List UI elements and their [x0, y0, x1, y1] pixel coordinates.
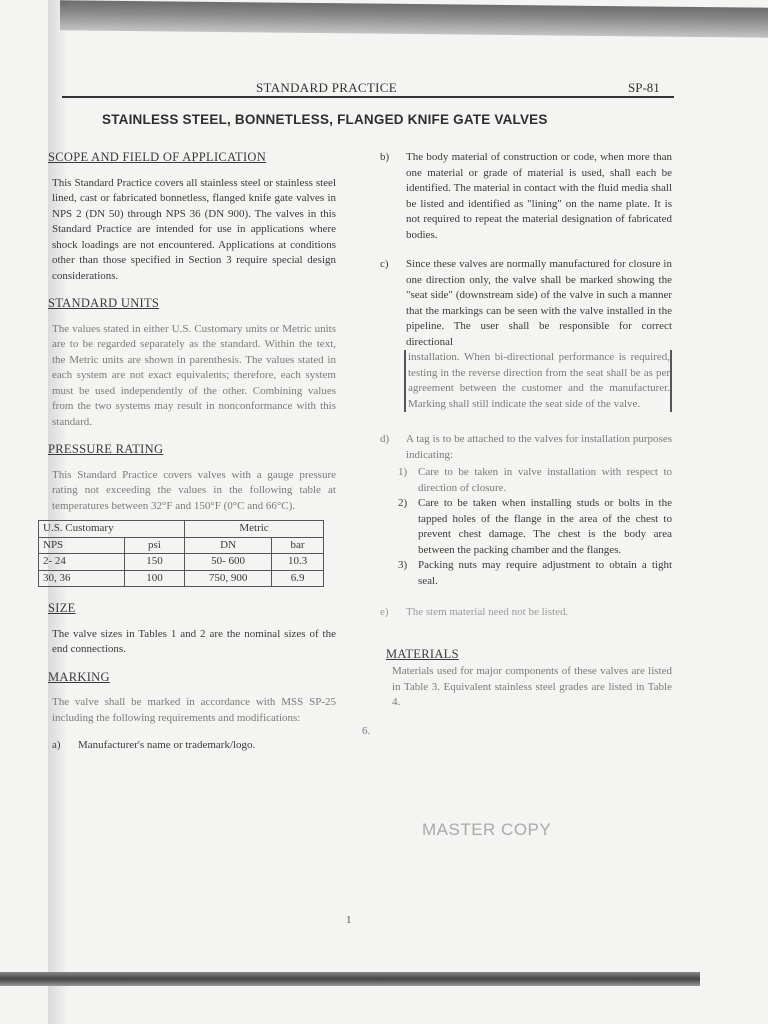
item-text: The stem material need not be listed.	[406, 606, 569, 618]
tag-item-3	[398, 558, 672, 589]
table-row	[39, 570, 324, 587]
sub-text: Care to be taken when installing studs or bolts in the tapped holes of the flange in the area of the chest to prevent chest damage. The chest is the body area between the packing chamber and the flanges.	[418, 497, 672, 556]
item-key: a)	[52, 739, 61, 751]
table-header: psi	[124, 537, 184, 554]
marking-item-c	[380, 257, 672, 412]
sub-text: Care to be taken in valve installation with respect to direction of closure.	[418, 466, 672, 494]
table-group-row	[39, 521, 324, 538]
table-cell: 150	[124, 554, 184, 571]
scope-text: This Standard Practice covers all stainless steel or stainless steel lined, cast or fabricated bonnetless, flanged knife gate valves in NPS 2 (DN 50) through NPS 36 (DN 900). The valves in this Standard Practice are intended for use in applications where shock loadings are not encountered. Applications at conditions other than those specified in Section 3 require special design considerations.	[52, 176, 336, 282]
table-header: NPS	[39, 537, 125, 554]
marking-item-b	[380, 150, 672, 243]
table-header: bar	[272, 537, 324, 554]
table-cell: 6.9	[272, 570, 324, 587]
units-text: The values stated in either U.S. Customary units or Metric units are to be regarded separately as the standard. Within the text, the Metric units are shown in parenthesis. The values stated in each system are not exact equivalents; therefore, each system must be used independently of the other. Combining values from the two systems may result in nonconformance with this standard.	[52, 322, 336, 428]
item-key: d)	[380, 433, 390, 445]
page-number: 1	[346, 914, 352, 926]
table-row	[39, 554, 324, 571]
tag-item-2	[398, 496, 672, 558]
item-text: Manufacturer's name or trademark/logo.	[78, 739, 256, 751]
item-key: b)	[380, 151, 390, 163]
marking-text: The valve shall be marked in accordance with MSS SP-25 including the following requirements and modifications:	[52, 696, 336, 724]
marking-item-e	[380, 605, 672, 621]
master-copy-stamp: MASTER COPY	[422, 820, 552, 839]
marking-item-a	[52, 738, 336, 754]
pressure-heading: PRESSURE RATING	[48, 442, 164, 456]
table-header-row	[39, 537, 324, 554]
table-cell: 10.3	[272, 554, 324, 571]
pressure-table	[38, 520, 324, 587]
table-cell: 750, 900	[185, 570, 272, 587]
sub-key: 2)	[398, 497, 408, 509]
table-cell: 100	[124, 570, 184, 587]
scope-heading: SCOPE AND FIELD OF APPLICATION	[48, 150, 267, 164]
item-text: The body material of construction or code, when more than one material or grade of material is used, shall each be identified. The material in contact with the fluid media shall be listed and identified as "lining" on the name plate. It is not required to repeat the material designation of fabricated bodies.	[406, 151, 672, 241]
header-code: SP-81	[628, 80, 660, 95]
header-rule	[62, 96, 674, 98]
table-cell: 30, 36	[39, 570, 125, 587]
document-title: STAINLESS STEEL, BONNETLESS, FLANGED KNIFE GATE VALVES	[102, 112, 548, 127]
table-cell: 50- 600	[185, 554, 272, 571]
sub-text: Packing nuts may require adjustment to obtain a tight seal.	[418, 559, 672, 587]
materials-heading: MATERIALS	[386, 646, 459, 661]
item-key: e)	[380, 606, 389, 618]
sub-key: 3)	[398, 559, 408, 571]
right-column	[380, 150, 672, 723]
table-header: DN	[185, 537, 272, 554]
size-text: The valve sizes in Tables 1 and 2 are the nominal sizes of the end connections.	[52, 627, 336, 655]
table-cell: 2- 24	[39, 554, 125, 571]
scan-shadow-top	[60, 0, 768, 37]
table-group-metric: Metric	[185, 521, 324, 538]
scan-shadow-bottom	[0, 972, 700, 986]
table-group-us: U.S. Customary	[39, 521, 185, 538]
tag-item-1	[398, 465, 672, 496]
units-heading: STANDARD UNITS	[48, 296, 160, 310]
materials-text: Materials used for major components of these valves are listed in Table 3. Equivalent stainless steel grades are listed in Table 4.	[392, 665, 672, 708]
item-text-boxed: installation. When bi-directional performance is required, testing in the reverse direction from the seat shall be as per agreement between the customer and the manufacturer. Marking shall still indicate the seat side of the valve.	[404, 350, 672, 412]
sub-key: 1)	[398, 466, 408, 478]
pressure-text: This Standard Practice covers valves with a gauge pressure rating not exceeding the values in the following table at temperatures between 32°F and 150°F (0°C and 66°C).	[52, 468, 336, 512]
materials-number: 6.	[362, 725, 371, 737]
marking-heading: MARKING	[48, 669, 110, 684]
marking-item-d	[380, 432, 672, 463]
item-key: c)	[380, 258, 389, 270]
size-heading: SIZE	[48, 601, 76, 615]
left-column	[43, 150, 336, 768]
header-title: STANDARD PRACTICE	[256, 80, 397, 95]
item-text: Since these valves are normally manufactured for closure in one direction only, the valve shall be marked showing the "seat side" (downstream side) of the valve in such a manner that the markings can be seen with the valve installed in the pipeline. The user shall be responsible for correct directional	[406, 258, 672, 348]
item-text: A tag is to be attached to the valves for installation purposes indicating:	[406, 433, 672, 461]
